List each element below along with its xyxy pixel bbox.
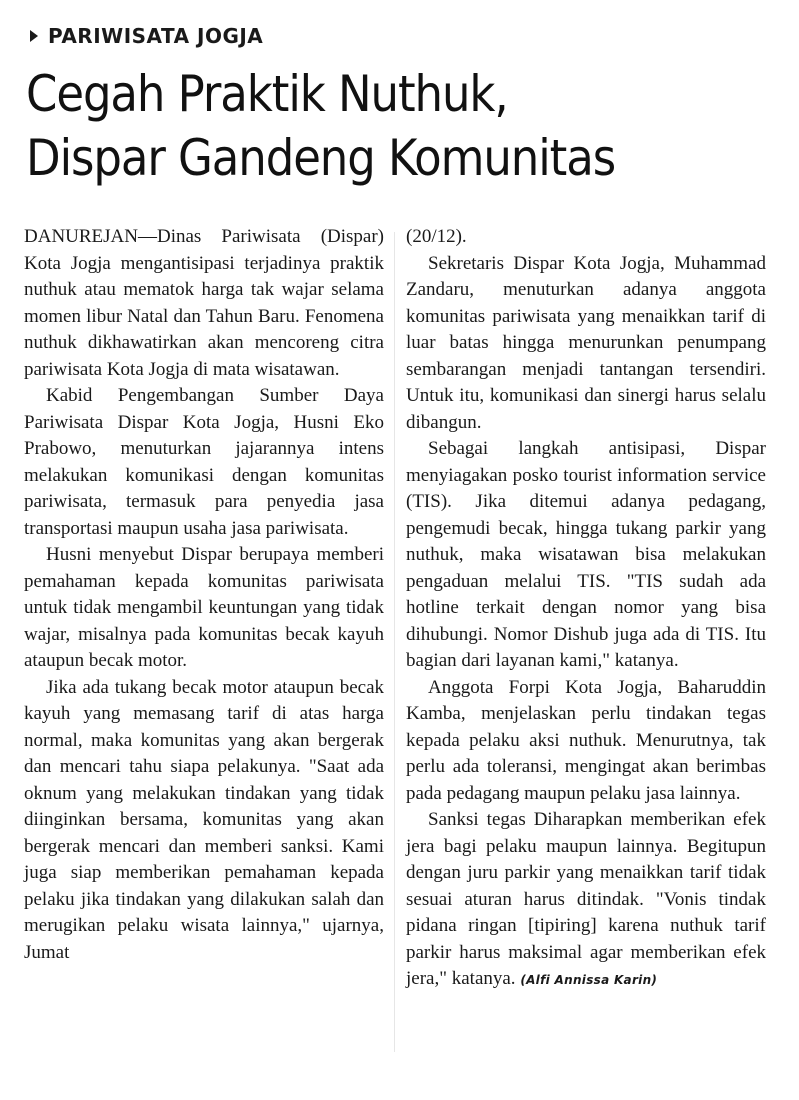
paragraph-7: Anggota Forpi Kota Jogja, Baharuddin Kamba, menjelaskan perlu tindakan tegas kepada pelaku aksi nuthuk. Menurutnya, tak perlu ada toleransi, mengingat akan berimbas pada pedagang maupun pelaku jasa lainnya.	[406, 676, 766, 804]
triangle-bullet-icon	[30, 30, 38, 42]
column-divider	[394, 232, 395, 1052]
paragraph-4-continued: (20/12).	[406, 226, 467, 247]
section-label: PARIWISATA JOGJA	[48, 24, 264, 48]
headline-line-2: Dispar Gandeng Komunitas	[26, 129, 616, 187]
dateline: DANUREJAN	[24, 226, 138, 247]
paragraph-1: DANUREJAN—Dinas Pariwisata (Dispar) Kota Jogja mengantisipasi terjadinya praktik nuthuk atau mematok harga tak wajar selama momen libur Natal dan Tahun Baru. Fenomena nuthuk dikhawatirkan akan mencoreng citra pariwisata Kota Jogja di mata wisatawan.	[24, 226, 384, 380]
paragraph-4: Jika ada tukang becak motor ataupun becak kayuh yang memasang tarif di atas harga normal, maka komunitas yang akan bergerak dan mencari tahu siapa pelakunya. "Saat ada oknum yang melakukan tindakan yang tidak diinginkan bersama, komunitas yang akan bergerak mencari dan memberi sanksi. Kami juga siap memberikan pemahaman kepada pelaku jika tindakan yang dilakukan salah dan merugikan pelaku wisata lainnya," ujarnya, Jumat	[24, 676, 384, 963]
headline-line-1: Cegah Praktik Nuthuk,	[26, 65, 508, 123]
headline	[26, 62, 710, 190]
section-kicker	[30, 24, 263, 48]
paragraph-8: Sanksi tegas Diharapkan memberikan efek jera bagi pelaku maupun lainnya. Begitupun dengan juru parkir yang menaikkan tarif tidak sesuai aturan harus ditindak. "Vonis tindak pidana ringan [tipiring] karena nuthuk tarif parkir harus maksimal agar memberikan efek jera," katanya. (Alfi Annissa Karin)	[406, 809, 766, 989]
paragraph-5: Sekretaris Dispar Kota Jogja, Muhammad Zandaru, menuturkan adanya anggota komunitas pariwisata yang menaikkan tarif di luar batas hingga menurunkan penumpang sembarangan menjadi tantangan tersendiri. Untuk itu, komunikasi dan sinergi harus selalu dibangun.	[406, 252, 766, 433]
byline: (Alfi Annissa Karin)	[520, 973, 658, 987]
article-column-right	[406, 224, 766, 994]
paragraph-6: Sebagai langkah antisipasi, Dispar menyiagakan posko tourist information service (TIS). Jika ditemui adanya pedagang, pengemudi becak, hingga tukang parkir yang nuthuk, maka wisatawan bisa melakukan pengaduan melalui TIS. "TIS sudah ada hotline terkait dengan nomor yang bisa dihubungi. Nomor Dishub juga ada di TIS. Itu bagian dari layanan kami," katanya.	[406, 438, 766, 671]
paragraph-3: Husni menyebut Dispar berupaya memberi pemahaman kepada komunitas pariwisata untuk tidak mengambil keuntungan yang tidak wajar, misalnya pada komunitas becak kayuh ataupun becak motor.	[24, 544, 384, 671]
article-column-left	[24, 224, 384, 966]
paragraph-2: Kabid Pengembangan Sumber Daya Pariwisata Dispar Kota Jogja, Husni Eko Prabowo, menuturkan jajarannya intens melakukan komunikasi dengan komunitas pariwisata, termasuk para penyedia jasa transportasi maupun usaha jasa pariwisata.	[24, 385, 384, 539]
